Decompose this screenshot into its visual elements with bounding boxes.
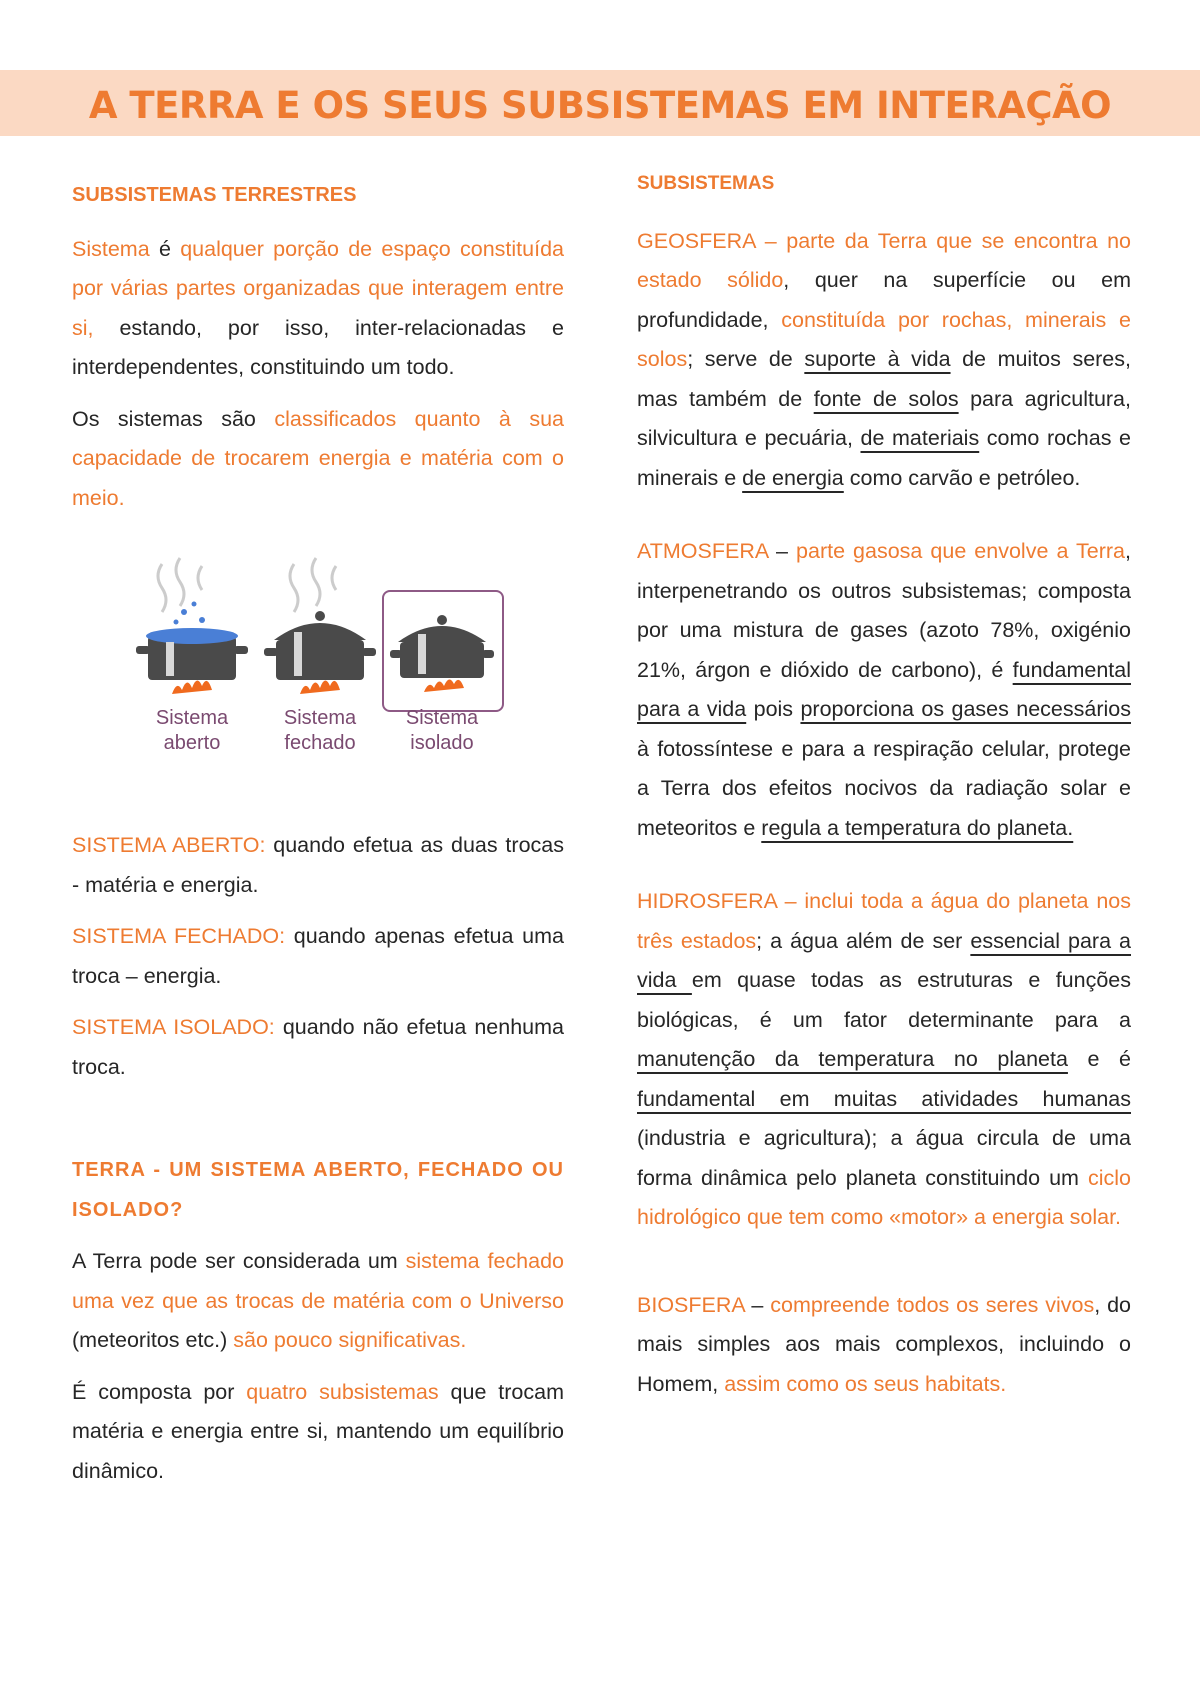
label-line: fechado [284,732,356,754]
text-span: e é [1067,1047,1131,1071]
text-span: como carvão e petróleo. [843,465,1081,490]
text-span: É composta por [72,1379,247,1404]
open-pot-icon [132,554,252,704]
term-sistema-fechado: SISTEMA FECHADO: [72,924,286,948]
closed-pot-icon [260,554,380,704]
text-span: pois [746,697,801,721]
text-span: , do mais simples aos mais complexos, incluindo o Homem, [637,1292,1131,1396]
text-span: quando apenas efetua uma troca – energia. [72,924,564,988]
section-heading-terra-sistema: TERRA - UM SISTEMA ABERTO, FECHADO OU ISOLADO? [72,1159,564,1221]
text-span: , quer na superfície ou em profundidade, [637,268,1132,332]
text-span: proporciona os gases necessários [800,697,1131,721]
text-span: manutenção da temperatura no planeta [637,1047,1068,1071]
term-sistema-isolado: SISTEMA ISOLADO: [72,1015,275,1039]
paragraph-sistema-aberto [72,826,564,905]
text-span: Os sistemas são [72,406,275,431]
text-span: de energia [742,465,844,490]
text-span: ciclo hidrológico que tem como «motor» a energia solar. [637,1165,1131,1229]
text-span: essencial para a vida [637,928,1131,992]
section-heading-subsistemas-terrestres: SUBSISTEMAS TERRESTRES [72,184,357,206]
paragraph-classificacao [72,400,564,519]
text-span: é [149,236,181,261]
paragraph-terra-fechado [72,1242,564,1361]
text-span: fundamental em muitas atividades humanas [637,1086,1131,1111]
text-span: fonte de solos [813,386,959,411]
text-span: constituída por rochas, minerais e solos [637,307,1131,371]
text-span: BIOSFERA [637,1292,745,1317]
term-sistema-aberto: SISTEMA ABERTO: [72,833,266,857]
closed-system-pot [260,554,380,764]
text-span: compreende todos os seres vivos [770,1292,1095,1317]
label-line: isolado [410,732,474,754]
label-line: aberto [163,732,221,754]
text-span: , interpenetrando os outros subsistemas; composta por uma mistura de gases (azoto 78%, oxigénio 21%, árgon e dióxido de carbono), é [637,539,1132,682]
left-column [72,176,564,1491]
text-span: quando não efetua nenhuma troca. [72,1015,564,1079]
label-line: Sistema [283,707,357,729]
paragraph-hidrosfera [637,882,1131,1238]
text-span: ATMOSFERA [637,539,769,563]
text-span: quatro subsistemas [246,1379,439,1404]
page-title: A TERRA E OS SEUS SUBSISTEMAS EM INTERAÇÃO [88,84,1112,127]
paragraph-atmosfera [637,532,1131,848]
text-span: à fotossíntese e para a respiração celular, protege a Terra dos efeitos nocivos da radiação solar e meteoritos e [637,736,1131,840]
text-span: sistema fechado uma vez que as trocas de matéria com o Universo [72,1249,564,1313]
text-span: são pouco significativas. [233,1328,467,1352]
right-column [637,164,1131,1404]
text-span: ; serve de [687,347,805,371]
text-span: em quase todas as estruturas e funções biológicas, é um fator determinante para a [637,968,1131,1032]
text-span: regula a temperatura do planeta. [761,815,1074,840]
label-line: Sistema [155,707,229,729]
text-span: de materiais [860,426,980,450]
text-span: classificados quanto à sua capacidade de trocarem energia e matéria com o meio. [72,406,564,510]
open-system-pot [132,554,252,764]
text-span: – [768,539,797,563]
isolated-system-pot [382,554,506,764]
paragraph-quatro-subsistemas [72,1373,564,1492]
text-span: Sistema [72,236,150,261]
text-span: – [744,1292,771,1317]
section-heading-subsistemas: SUBSISTEMAS [637,173,775,194]
systems-figure [132,554,552,764]
text-span: assim como os seus habitats. [724,1371,1007,1396]
text-span: parte gasosa que envolve a Terra [796,539,1126,563]
isolated-pot-icon [382,554,502,704]
text-span: GEOSFERA – parte da Terra que se encontra no estado sólido [637,228,1131,292]
open-system-label [132,706,252,756]
text-span: de muitos seres, mas também de [637,347,1131,411]
closed-system-label [260,706,380,756]
text-span: para agricultura, silvicultura e pecuária, [637,386,1131,450]
paragraph-biosfera [637,1286,1131,1405]
text-span: qualquer porção de espaço constituída por várias partes organizadas que interagem entre si, [72,236,564,340]
text-span: fundamental para a vida [637,657,1131,721]
text-span: HIDROSFERA – inclui toda a água do planeta nos três estados [637,889,1131,953]
paragraph-geosfera [637,222,1131,499]
text-span: ; a água além de ser [756,928,971,953]
text-span: estando, por isso, inter-relacionadas e interdependentes, constituindo um todo. [72,315,564,379]
text-span: (meteoritos etc.) [72,1328,234,1352]
text-span: A Terra pode ser considerada um [72,1249,406,1273]
paragraph-definicao-sistema [72,230,564,388]
label-line: Sistema [405,707,479,729]
isolated-system-label [382,706,502,756]
paragraph-sistema-fechado [72,917,564,996]
text-span: quando efetua as duas trocas - matéria e energia. [72,833,564,897]
text-span: suporte à vida [804,347,951,371]
text-span: como rochas e minerais e [637,426,1132,490]
text-span: que trocam matéria e energia entre si, mantendo um equilíbrio dinâmico. [72,1379,564,1483]
text-span: (industria e agricultura); a água circula de uma forma dinâmica pelo planeta constituindo um [637,1126,1131,1190]
paragraph-sistema-isolado [72,1008,564,1087]
